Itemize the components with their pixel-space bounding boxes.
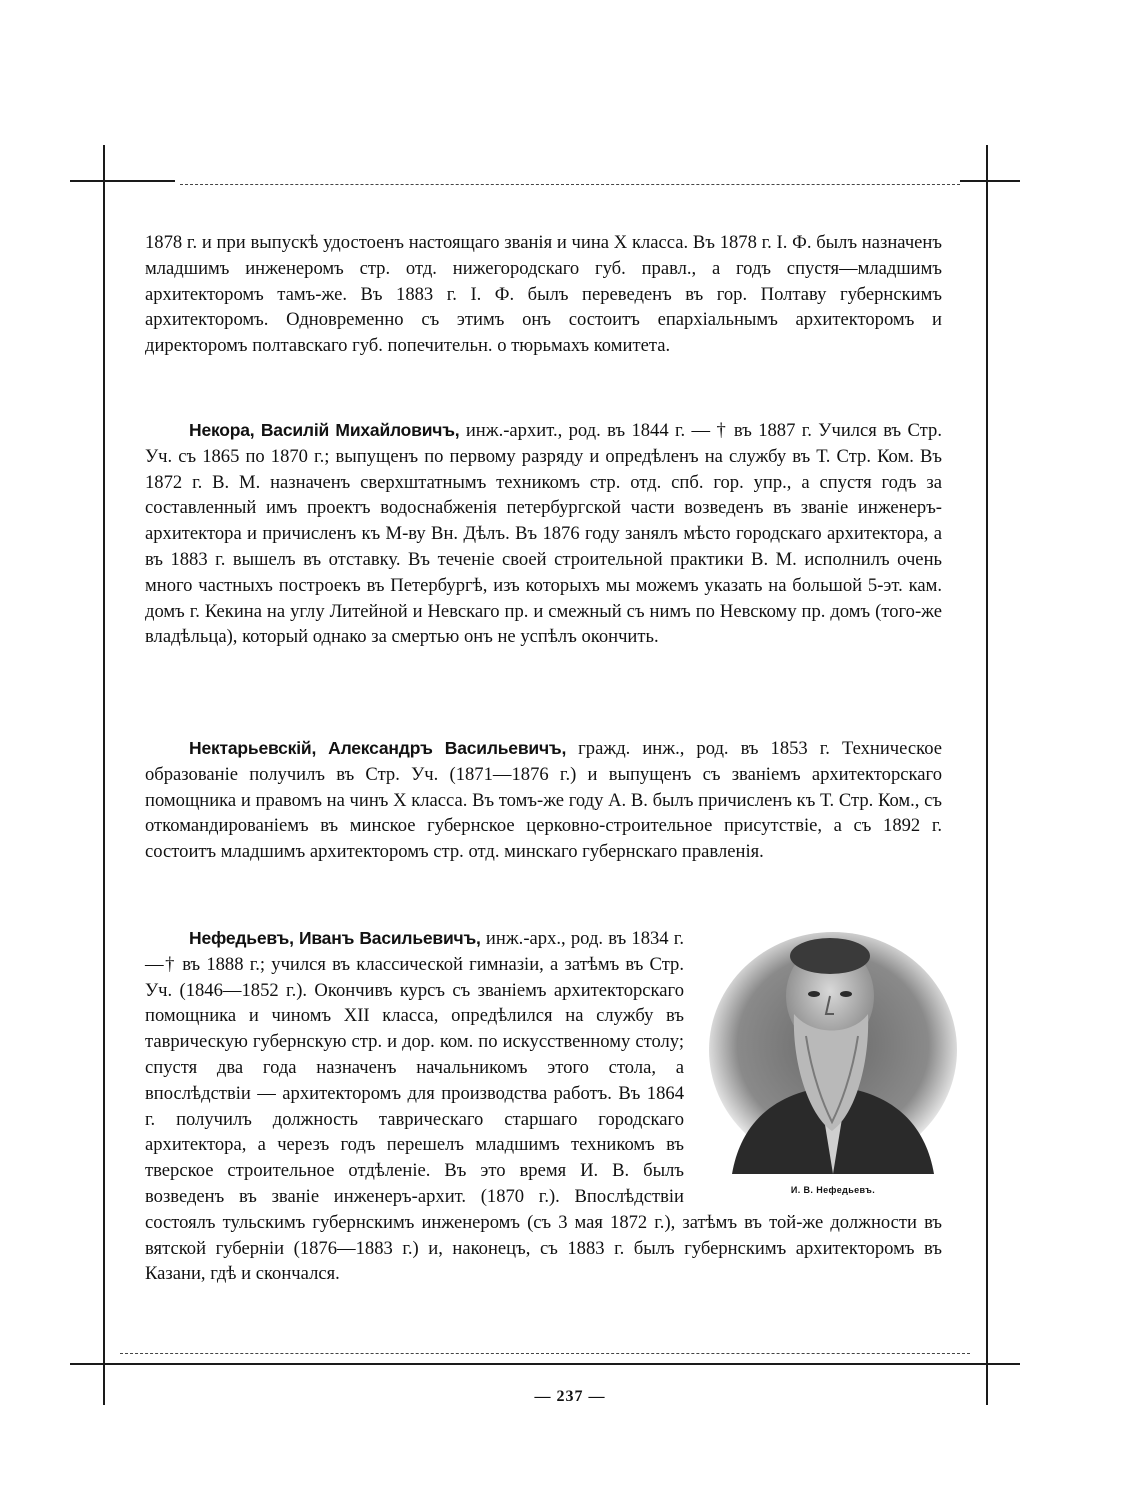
entry-text: 1878 г. и при выпускѣ удостоенъ настоящаго званія и чина X класса. Въ 1878 г. I. Ф. былъ назначенъ младшимъ инженеромъ стр. отд. нижегородскаго губ. правл., а годъ спустя—младшимъ архитекторомъ тамъ-же. Въ 1883 г. I. Ф. былъ переведенъ въ гор. Полтаву губернскимъ архитекторомъ. Одновременно съ этимъ онъ состоитъ епархіальнымъ архитекторомъ и директоромъ полтавскаго губ. попечительн. о тюрьмахъ комитета. bbox=[145, 232, 942, 357]
entry-name: Нектарьевскій, Александръ Васильевичъ, bbox=[189, 738, 567, 758]
portrait-caption: И. В. Нефедьевъ. bbox=[790, 1185, 876, 1195]
entry-paragraph bbox=[145, 736, 942, 865]
entry-nektarevsky bbox=[145, 736, 942, 865]
page-number: — 237 — bbox=[534, 1388, 606, 1405]
bottom-rule bbox=[70, 1363, 1020, 1365]
portrait-figure bbox=[702, 926, 964, 1198]
bottom-dashed-rule bbox=[120, 1353, 970, 1354]
entry-name: Некора, Василій Михайловичъ, bbox=[189, 420, 460, 440]
portrait-image bbox=[702, 926, 964, 1174]
entry-nekora bbox=[145, 418, 942, 650]
entry-text: инж.-арх., род. въ 1834 г.—† въ 1888 г.; учился въ классической гимназіи, а затѣмъ въ Стр. Уч. (1846—1852 г.). Окончивъ курсъ съ званіемъ архитекторскаго помощника и чиномъ XII класса, опредѣлился на службу въ таврическую губернскую стр. и дор. ком. по искусственному столу; спустя два года назначенъ начальникомъ этого стола, а впослѣдствіи — архитекторомъ для производства работъ. Въ 1864 г. получилъ должность таврическаго старшаго городскаго архитектора, а черезъ годъ перешелъ младшимъ техникомъ въ тверское строительное отдѣленіе. Въ это время И. В. былъ возведенъ въ званіе инженеръ-архит. (1870 г.). Впослѣдствіи состоялъ тульскимъ губернскимъ инженеромъ (съ 3 мая 1872 г.), затѣмъ въ той-же должности въ вятской губерніи (1876—1883 г.) и, наконецъ, съ 1883 г. былъ губернскимъ архитекторомъ въ Казани, гдѣ и скончался. bbox=[145, 928, 942, 1285]
top-rule-left bbox=[70, 180, 175, 182]
entry-nefedev bbox=[145, 926, 942, 1287]
entry-paragraph bbox=[145, 418, 942, 650]
entry-text: гражд. инж., род. въ 1853 г. Техническое образованіе получилъ въ Стр. Уч. (1871—1876 г.) и выпущенъ съ званіемъ архитекторскаго помощника и правомъ на чинъ X класса. Въ томъ-же году А. В. былъ причисленъ къ Т. Стр. Ком., съ откомандированіемъ въ минское губернское церковно-строительное присутствіе, а съ 1892 г. состоитъ младшимъ архитекторомъ стр. отд. минскаго губернскаго правленія. bbox=[145, 738, 942, 863]
top-rule-right bbox=[960, 180, 1020, 182]
entry-text: инж.-архит., род. въ 1844 г. — † въ 1887 г. Учился въ Стр. Уч. съ 1865 по 1870 г.; выпущенъ по первому разряду и опредѣленъ на службу въ Т. Стр. Ком. Въ 1872 г. В. М. назначенъ сверхштатнымъ техникомъ стр. отд. спб. гор. упр., а спустя годъ за составленный имъ проектъ водоснабженія петербургской части возведенъ въ званіе инженеръ-архитектора и причисленъ къ М-ву Вн. Дѣлъ. Въ 1876 году занялъ мѣсто городскаго архитектора, а въ 1883 г. вышелъ въ отставку. Въ теченіе своей строительной практики В. М. исполнилъ очень много частныхъ построекъ въ Петербургѣ, изъ которыхъ мы можемъ указать на большой 5-эт. кам. домъ г. Кекина на углу Литейной и Невскаго пр. и смежный съ нимъ по Невскому пр. домъ (того-же владѣльца), который однако за смертью онъ не успѣлъ окончить. bbox=[145, 420, 942, 648]
entry-name: Нефедьевъ, Иванъ Васильевичъ, bbox=[189, 928, 481, 948]
entry-continuation bbox=[145, 230, 942, 359]
right-border-line bbox=[986, 145, 988, 1405]
left-border-line bbox=[103, 145, 105, 1405]
top-dashed-rule bbox=[180, 184, 960, 185]
